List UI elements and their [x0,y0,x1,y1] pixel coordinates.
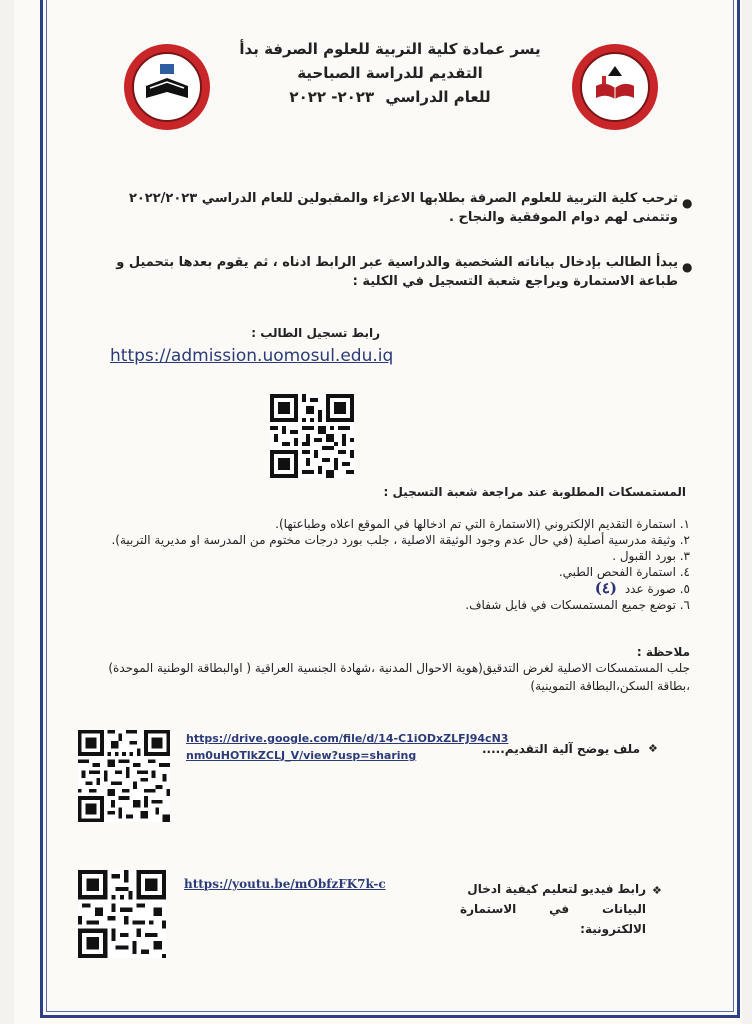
video-label-line-3: الالكترونية: [580,922,646,936]
registration-label: رابط تسجيل الطالب : [251,326,380,340]
mechanism-label: ملف يوضح آلية التقديم..... [481,742,640,756]
list-item: ٣. بورد القبول . [612,549,690,563]
header-line-3 [230,88,550,106]
video-qr-code [78,870,166,958]
photo-count-handwritten: (٤) [594,579,617,597]
note-line-1: جلب المستمسكات الاصلية لغرض التدقيق(هوية الاحوال المدنية ،شهادة الجنسية العراقية ( اوالبطاقة الوطنية الموحدة) [108,661,690,675]
academic-year-label: للعام الدراسي [385,88,491,106]
welcome-paragraph: ترحب كلية التربية للعلوم الصرفة بطلابها الاعزاء والمقبولين للعام الدراسي ٢٠٢٢/٢٠٢٣ وتتمنى لهم دوام الموفقية والنجاح . [128,191,678,225]
list-item: ٤. استمارة الفحص الطبي. [558,565,690,579]
requirements-heading: المستمسكات المطلوبة عند مراجعة شعبة التسجيل : [383,485,686,499]
qr-code-icon [270,394,354,478]
qr-code-icon [78,870,166,958]
bullet-icon: ● [682,260,693,274]
list-item: ١. استمارة التقديم الإلكتروني (الاستمارة التي تم ادخالها في الموقع اعلاه وطباعتها). [275,517,690,531]
note-line-2: ،بطاقة السكن،البطاقة التموينية) [530,679,690,693]
university-logo-left [124,44,210,130]
video-link[interactable]: https://youtu.be/mObfzFK7k-c [184,877,386,891]
instructions-paragraph: يبدأ الطالب بإدخال بياناته الشخصية والدراسية عبر الرابط ادناه ، ثم يقوم بعدها بتحميل و طباعة الاستمارة ويراجع شعبة التسجيل في الكلية : [116,255,678,289]
page-border-inner [46,0,734,1012]
list-item: ٦. توضع جميع المستمسكات في فايل شفاف. [465,598,690,612]
video-label-line-2: البيانات في الاستمارة [460,902,646,916]
registration-qr-code [270,394,354,478]
video-label-line-1: رابط فيديو لتعليم كيفية ادخال [467,882,646,896]
mechanism-qr-code [78,730,170,822]
bullet-icon: ● [682,196,693,210]
photo-count-label: ٥. صورة عدد [624,582,690,596]
diamond-bullet-icon: ❖ [652,884,662,897]
list-item: ٢. وثيقة مدرسية أصلية (في حال عدم وجود الوثيقة الاصلية ، جلب بورد درجات مختوم من المدرسة او مديرية التربية). [111,533,690,547]
diamond-bullet-icon: ❖ [648,742,658,755]
college-logo-right [572,44,658,130]
note-heading: ملاحظة : [636,645,690,659]
academic-year-value: ٢٠٢٣- ٢٠٢٢ [289,88,375,106]
header-line-2: التقديم للدراسة الصباحية [297,64,483,82]
mechanism-file-link[interactable]: https://drive.google.com/file/d/14-C1iODxZLFJ94cN3nm0uHOTlkZCLJ_V/view?usp=sharing [186,732,509,762]
registration-link[interactable]: https://admission.uomosul.edu.iq [110,346,394,366]
requirements-list [90,516,690,613]
book-emblem-icon [144,64,190,104]
header-line-1: يسر عمادة كلية التربية للعلوم الصرفة بدأ [239,40,541,58]
open-book-icon [592,64,638,104]
list-item [90,580,690,597]
qr-code-icon [78,730,170,822]
